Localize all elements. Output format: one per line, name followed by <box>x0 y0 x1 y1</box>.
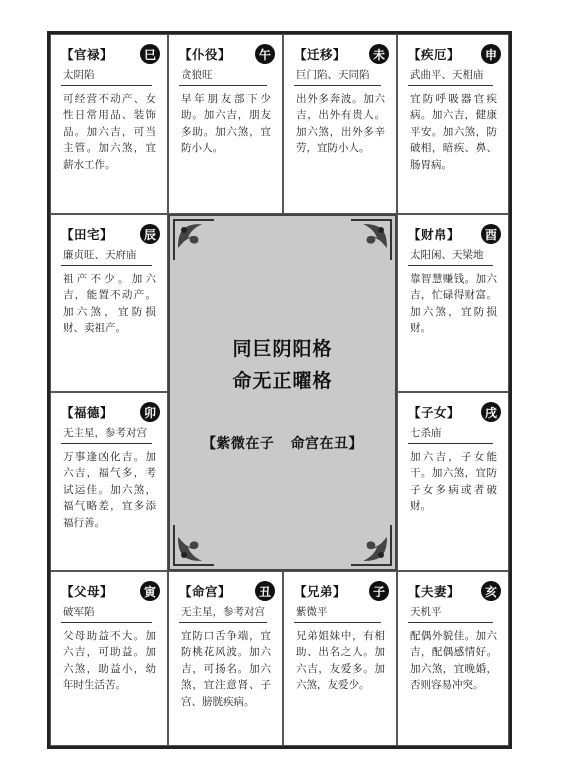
palace-description: 出外多奔波。加六吉，出外有贵人。加六煞，出外多辛劳，宜防小人。 <box>296 93 385 155</box>
palace-guanlu <box>50 34 168 214</box>
palace-description: 靠智慧赚钱。加六吉，忙碌得财富。加六煞，宜防损财。 <box>410 273 497 335</box>
branch-badge: 子 <box>369 581 389 601</box>
chart-title-line-1: 同巨阴阳格 <box>232 338 333 360</box>
palace-puyi <box>168 34 283 214</box>
palace-name: 【迁移】 <box>294 47 347 62</box>
palace-tianzhai <box>50 214 168 392</box>
ornament-corner-icon <box>172 218 216 262</box>
palace-name: 【官禄】 <box>61 47 114 62</box>
palace-caibo <box>397 214 509 392</box>
palace-stars: 破军陷 <box>61 601 152 623</box>
palace-name: 【疾厄】 <box>408 47 461 62</box>
palace-stars: 武曲平、天相庙 <box>408 64 493 86</box>
branch-badge: 巳 <box>140 44 160 64</box>
branch-badge: 申 <box>481 44 501 64</box>
palace-name: 【子女】 <box>408 405 461 420</box>
palace-name: 【夫妻】 <box>408 584 461 599</box>
branch-badge: 亥 <box>481 581 501 601</box>
palace-name: 【兄弟】 <box>294 584 347 599</box>
palace-minggong <box>168 571 283 746</box>
branch-badge: 未 <box>369 44 389 64</box>
palace-zinv <box>397 392 509 571</box>
palace-name: 【田宅】 <box>61 227 114 242</box>
branch-badge: 卯 <box>140 402 160 422</box>
palace-name: 【仆役】 <box>179 47 232 62</box>
palace-stars: 无主星，参考对宫 <box>179 601 267 623</box>
subtitle-right: 命宫在丑】 <box>290 436 364 452</box>
palace-fumu <box>50 571 168 746</box>
palace-description: 宜防呼吸器官疾病。加六吉，健康平安。加六煞，防破相，暗疾、鼻、肠胃病。 <box>410 93 497 171</box>
palace-jie <box>397 34 509 214</box>
branch-badge: 辰 <box>140 224 160 244</box>
ziwei-chart-board <box>47 31 512 749</box>
chart-subtitle <box>170 433 395 453</box>
palace-description: 万事逢凶化吉。加六吉，福气多，考试运佳。加六煞，福气略差，宜多添福行善。 <box>63 451 156 529</box>
palace-name: 【命宫】 <box>179 584 232 599</box>
palace-stars: 七杀庙 <box>408 422 493 444</box>
palace-description: 配偶外貌佳。加六吉，配偶感情好。加六煞，宜晚婚，否则容易冲突。 <box>410 630 497 692</box>
palace-stars: 巨门陷、天同陷 <box>294 64 381 86</box>
palace-description: 父母助益不大。加六吉，可助益。加六煞，助益小，幼年时生活苦。 <box>63 630 156 692</box>
branch-badge: 酉 <box>481 224 501 244</box>
palace-qianyi <box>283 34 397 214</box>
palace-fude <box>50 392 168 571</box>
palace-description: 加六吉，子女能干。加六煞，宜防子女多病或者破财。 <box>410 451 497 513</box>
branch-badge: 戌 <box>481 402 501 422</box>
palace-stars: 太阴陷 <box>61 64 152 86</box>
chart-title-line-2: 命无正曜格 <box>232 370 333 392</box>
subtitle-left: 【紫微在子 <box>201 436 275 452</box>
palace-description: 宜防口舌争端，宜防桃花风波。加六吉，可扬名。加六煞，宜注意肾、子宫、膀胱疾病。 <box>181 630 271 708</box>
palace-description: 早年朋友部下少助。加六吉，朋友多助。加六煞，宜防小人。 <box>181 93 271 155</box>
ornament-corner-icon <box>172 523 216 567</box>
palace-description: 可经营不动产、女性日常用品、装饰品。加六吉，可当主管。加六煞，宜薪水工作。 <box>63 93 156 171</box>
palace-name: 【财帛】 <box>408 227 461 242</box>
ornament-corner-icon <box>349 523 393 567</box>
palace-name: 【父母】 <box>61 584 114 599</box>
ornament-corner-icon <box>349 218 393 262</box>
palace-xiongdi <box>283 571 397 746</box>
palace-description: 兄弟姐妹中，有相助、出名之人。加六吉，友爱多。加六煞，友爱少。 <box>296 630 385 692</box>
center-panel <box>168 214 397 571</box>
branch-badge: 丑 <box>255 581 275 601</box>
palace-stars: 紫微平 <box>294 601 381 623</box>
palace-fuqi <box>397 571 509 746</box>
palace-stars: 太阳闲、天梁地 <box>408 244 493 266</box>
branch-badge: 寅 <box>140 581 160 601</box>
branch-badge: 午 <box>255 44 275 64</box>
palace-stars: 贪狼旺 <box>179 64 267 86</box>
palace-stars: 廉贞旺、天府庙 <box>61 244 152 266</box>
palace-name: 【福德】 <box>61 405 114 420</box>
palace-description: 祖产不少。加六吉，能置不动产。加六煞，宜防损财、卖祖产。 <box>63 273 156 335</box>
palace-stars: 无主星，参考对宫 <box>61 422 152 444</box>
palace-stars: 天机平 <box>408 601 493 623</box>
